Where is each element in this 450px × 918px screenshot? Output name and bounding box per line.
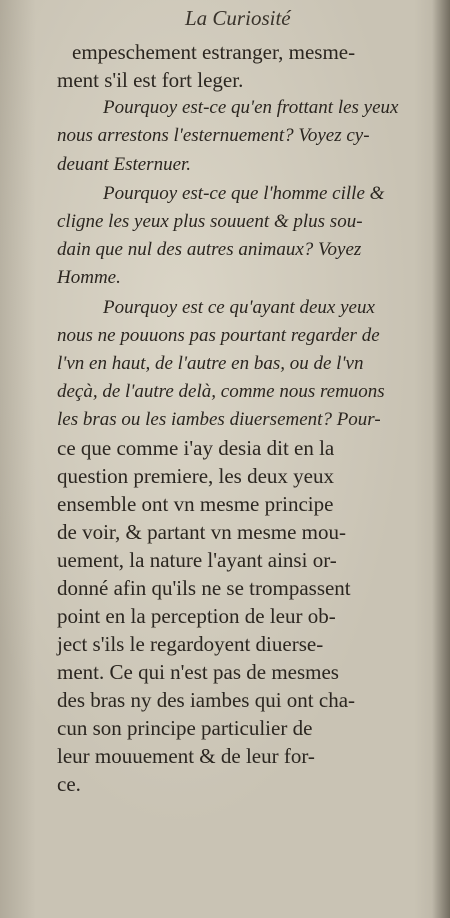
text-line: des bras ny des iambes qui ont cha-: [57, 688, 356, 712]
text-line: Pourquoy est-ce qu'en frottant les yeux: [103, 97, 399, 118]
text-line: nous ne pouuons pas pourtant regarder de: [57, 325, 380, 346]
text-line: ensemble ont vn mesme principe: [57, 492, 334, 516]
text-line: cligne les yeux plus souuent & plus sou-: [57, 211, 363, 232]
text-line: ment s'il est fort leger.: [57, 68, 244, 92]
text-line: ject s'ils le regardoyent diuerse-: [57, 632, 324, 656]
text-line: les bras ou les iambes diuersement? Pour-: [57, 409, 381, 430]
text-line: Homme.: [57, 267, 121, 288]
text-line: uement, la nature l'ayant ainsi or-: [57, 548, 337, 572]
text-line: cun son principe particulier de: [57, 716, 313, 740]
text-line: point en la perception de leur ob-: [57, 604, 336, 628]
text-line: ce que comme i'ay desia dit en la: [57, 436, 335, 460]
text-line: de voir, & partant vn mesme mou-: [57, 520, 347, 544]
text-line: ment. Ce qui n'est pas de mesmes: [57, 660, 339, 684]
text-line: nous arrestons l'esternuement? Voyez cy-: [57, 125, 370, 146]
text-line: deuant Esternuer.: [57, 154, 192, 175]
text-line: donné afin qu'ils ne se trompassent: [57, 576, 351, 600]
text-line: l'vn en haut, de l'autre en bas, ou de l'vn: [57, 353, 364, 374]
text-line: empeschement estranger, mesme-: [72, 40, 356, 64]
text-line: ce.: [57, 772, 81, 796]
text-line: question premiere, les deux yeux: [57, 464, 334, 488]
page-gutter-shadow: [432, 0, 450, 918]
text-line: deçà, de l'autre delà, comme nous remuons: [57, 381, 385, 402]
text-line: Pourquoy est-ce que l'homme cille &: [103, 183, 385, 204]
text-line: dain que nul des autres animaux? Voyez: [57, 239, 362, 260]
running-header: La Curiosité: [185, 6, 291, 30]
text-line: Pourquoy est ce qu'ayant deux yeux: [103, 297, 375, 318]
text-line: leur mouuement & de leur for-: [57, 744, 315, 768]
